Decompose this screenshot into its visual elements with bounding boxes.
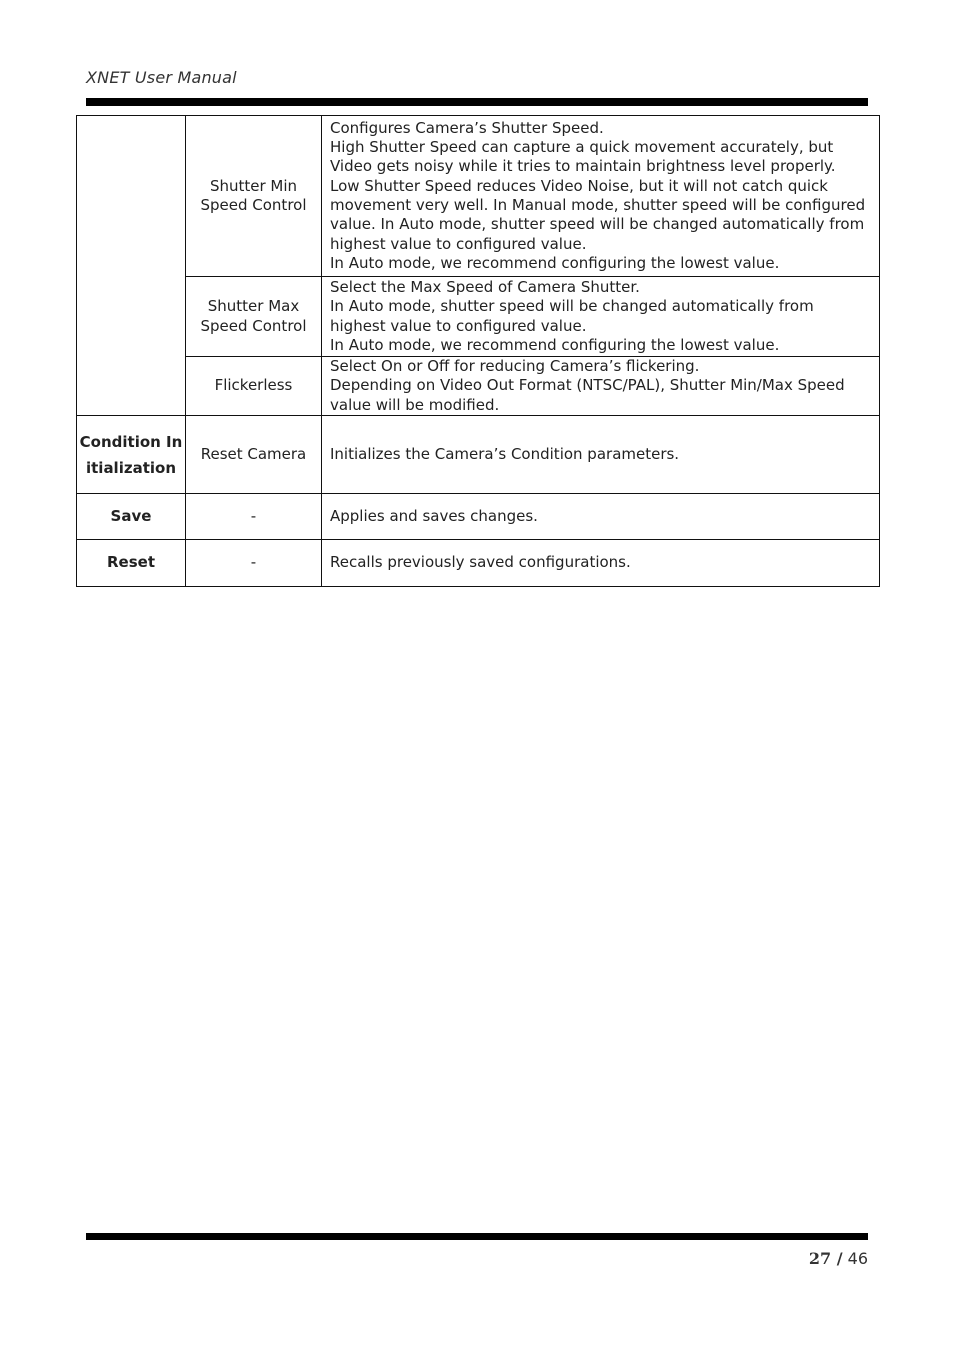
description-line: Depending on Video Out Format (NTSC/PAL), Shutter Min/Max Speed value will be modified. [330, 376, 845, 414]
table-row [77, 494, 880, 540]
category-label: Save [110, 506, 152, 525]
document-title: XNET User Manual [86, 68, 237, 87]
item-cell [186, 416, 322, 494]
description-line: Low Shutter Speed reduces Video Noise, but it will not catch quick movement very well. In Manual mode, shutter speed will be configured value. In Auto mode, shutter speed will be changed automatically from highest value to configured value. [330, 176, 866, 253]
description-cell [322, 357, 880, 416]
description-line: In Auto mode, shutter speed will be changed automatically from highest value to configured value. [330, 297, 814, 335]
description-line: High Shutter Speed can capture a quick movement accurately, but Video gets noisy while it tries to maintain brightness level properly. [330, 138, 836, 176]
item-label: Shutter Min Speed Control [200, 176, 307, 214]
item-label: Flickerless [214, 376, 293, 395]
description-cell [322, 277, 880, 357]
header-rule [86, 98, 868, 106]
current-page: 27 / [808, 1249, 843, 1268]
item-cell [186, 357, 322, 416]
category-label: Reset [107, 553, 155, 572]
description-line: Applies and saves changes. [330, 506, 538, 525]
table-row [77, 116, 880, 277]
item-cell [186, 277, 322, 357]
category-label: Condition Initialization [79, 432, 183, 477]
item-cell [186, 116, 322, 277]
total-pages: 46 [847, 1249, 868, 1268]
description-line: Select On or Off for reducing Camera’s flickering. [330, 357, 700, 376]
item-label: Reset Camera [200, 444, 307, 463]
table-row [77, 277, 880, 357]
table-row [77, 416, 880, 494]
category-cell [77, 540, 186, 587]
item-label: Shutter Max Speed Control [200, 297, 307, 335]
description-line: In Auto mode, we recommend configuring the lowest value. [330, 335, 780, 354]
description-line: Initializes the Camera’s Condition parameters. [330, 444, 680, 463]
description-line: Recalls previously saved configurations. [330, 553, 631, 572]
description-line: In Auto mode, we recommend configuring the lowest value. [330, 253, 780, 272]
category-cell-empty [77, 116, 186, 416]
footer-rule [86, 1233, 868, 1240]
item-cell [186, 540, 322, 587]
description-cell [322, 116, 880, 277]
item-label: - [250, 506, 257, 525]
page-number [809, 1249, 868, 1268]
description-cell [322, 416, 880, 494]
description-line: Select the Max Speed of Camera Shutter. [330, 277, 640, 296]
item-cell [186, 494, 322, 540]
description-cell [322, 494, 880, 540]
table-row [77, 357, 880, 416]
category-cell [77, 494, 186, 540]
description-line: Configures Camera’s Shutter Speed. [330, 118, 604, 137]
description-cell [322, 540, 880, 587]
item-label: - [250, 553, 257, 572]
settings-table [76, 115, 880, 587]
category-cell [77, 416, 186, 494]
table-row [77, 540, 880, 587]
